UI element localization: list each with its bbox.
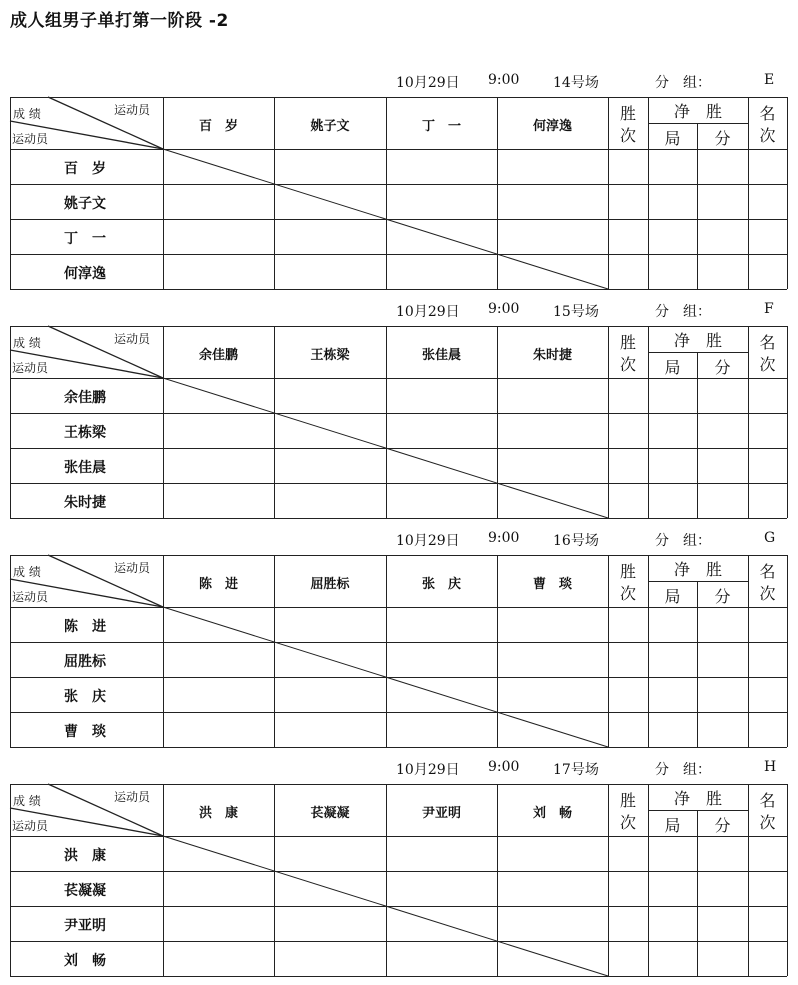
net-sets-header: 局 xyxy=(664,816,681,835)
corner-score-label: 成 绩 xyxy=(13,336,41,350)
column-player-name: 张 庆 xyxy=(421,577,461,592)
corner-players-row-label: 运动员 xyxy=(12,361,49,375)
match-date: 10月29日 xyxy=(396,75,460,91)
column-player-name: 曹 琰 xyxy=(532,577,572,592)
corner-players-row-label: 运动员 xyxy=(12,590,49,604)
net-points-header: 分 xyxy=(714,816,731,835)
match-court: 15号场 xyxy=(553,304,599,320)
page-title: 成人组男子单打第一阶段 -2 xyxy=(10,11,229,31)
match-date: 10月29日 xyxy=(396,304,460,320)
corner-players-label: 运动员 xyxy=(114,561,151,575)
net-points-header: 分 xyxy=(714,358,731,377)
score-table xyxy=(0,784,798,978)
score-table xyxy=(0,326,798,520)
column-player-name: 屈胜标 xyxy=(310,577,350,592)
group-letter: E xyxy=(764,72,775,88)
rank-header: 名 次 xyxy=(759,562,776,603)
grid-line xyxy=(10,976,787,977)
group-header xyxy=(0,70,798,92)
net-sets-header: 局 xyxy=(664,129,681,148)
column-player-name: 丁 一 xyxy=(421,119,461,134)
group-label: 分 组： xyxy=(655,762,711,778)
column-player-name: 余佳鹏 xyxy=(198,348,238,363)
group-header xyxy=(0,299,798,321)
grid-line xyxy=(10,289,787,290)
corner-players-label: 运动员 xyxy=(114,790,151,804)
corner-players-label: 运动员 xyxy=(114,332,151,346)
match-time: 9:00 xyxy=(488,72,520,88)
column-player-name: 朱时捷 xyxy=(532,348,572,363)
row-player-name: 屈胜标 xyxy=(64,654,106,670)
net-header: 净 胜 xyxy=(673,331,722,350)
match-court: 14号场 xyxy=(553,75,599,91)
row-player-name: 刘 畅 xyxy=(64,953,106,969)
net-header: 净 胜 xyxy=(673,789,722,808)
row-player-name: 尹亚明 xyxy=(64,918,106,934)
self-match-diagonal xyxy=(163,836,608,976)
self-match-diagonal xyxy=(163,378,608,518)
row-player-name: 张 庆 xyxy=(64,689,106,705)
row-player-name: 张佳晨 xyxy=(64,460,106,476)
rank-header: 名 次 xyxy=(759,333,776,374)
column-player-name: 苌凝凝 xyxy=(310,806,350,821)
net-sets-header: 局 xyxy=(664,587,681,606)
group-letter: G xyxy=(764,530,776,546)
self-match-diagonal xyxy=(163,149,608,289)
group-label: 分 组： xyxy=(655,304,711,320)
row-player-name: 何淳逸 xyxy=(64,266,106,282)
match-date: 10月29日 xyxy=(396,762,460,778)
corner-players-row-label: 运动员 xyxy=(12,132,49,146)
group-label: 分 组： xyxy=(655,533,711,549)
match-court: 17号场 xyxy=(553,762,599,778)
column-player-name: 何淳逸 xyxy=(532,119,572,134)
row-player-name: 朱时捷 xyxy=(64,495,106,511)
grid-line xyxy=(10,747,787,748)
column-player-name: 张佳晨 xyxy=(421,348,461,363)
wins-header: 胜 次 xyxy=(619,791,636,832)
row-player-name: 洪 康 xyxy=(64,848,106,864)
corner-score-label: 成 绩 xyxy=(13,794,41,808)
net-points-header: 分 xyxy=(714,129,731,148)
column-player-name: 尹亚明 xyxy=(421,806,461,821)
match-time: 9:00 xyxy=(488,301,520,317)
row-player-name: 苌凝凝 xyxy=(64,883,106,899)
column-player-name: 王栋梁 xyxy=(310,348,350,363)
wins-header: 胜 次 xyxy=(619,333,636,374)
net-header: 净 胜 xyxy=(673,560,722,579)
score-table xyxy=(0,97,798,291)
net-sets-header: 局 xyxy=(664,358,681,377)
corner-players-row-label: 运动员 xyxy=(12,819,49,833)
group-header xyxy=(0,528,798,550)
row-player-name: 姚子文 xyxy=(64,196,106,212)
column-player-name: 百 岁 xyxy=(198,119,238,134)
match-date: 10月29日 xyxy=(396,533,460,549)
group-letter: F xyxy=(764,301,774,317)
corner-players-label: 运动员 xyxy=(114,103,151,117)
group-letter: H xyxy=(764,759,777,775)
rank-header: 名 次 xyxy=(759,104,776,145)
wins-header: 胜 次 xyxy=(619,104,636,145)
group-header xyxy=(0,757,798,779)
row-player-name: 丁 一 xyxy=(64,231,106,247)
match-time: 9:00 xyxy=(488,759,520,775)
score-table xyxy=(0,555,798,749)
row-player-name: 余佳鹏 xyxy=(64,390,106,406)
group-label: 分 组： xyxy=(655,75,711,91)
corner-score-label: 成 绩 xyxy=(13,565,41,579)
match-time: 9:00 xyxy=(488,530,520,546)
corner-score-label: 成 绩 xyxy=(13,107,41,121)
grid-line xyxy=(10,518,787,519)
net-points-header: 分 xyxy=(714,587,731,606)
row-player-name: 百 岁 xyxy=(64,161,106,177)
row-player-name: 曹 琰 xyxy=(64,724,106,740)
net-header: 净 胜 xyxy=(673,102,722,121)
column-player-name: 陈 进 xyxy=(198,577,238,592)
rank-header: 名 次 xyxy=(759,791,776,832)
wins-header: 胜 次 xyxy=(619,562,636,603)
match-court: 16号场 xyxy=(553,533,599,549)
row-player-name: 陈 进 xyxy=(64,619,106,635)
column-player-name: 刘 畅 xyxy=(532,806,572,821)
column-player-name: 姚子文 xyxy=(310,119,350,134)
row-player-name: 王栋梁 xyxy=(64,425,106,441)
column-player-name: 洪 康 xyxy=(198,806,238,821)
self-match-diagonal xyxy=(163,607,608,747)
